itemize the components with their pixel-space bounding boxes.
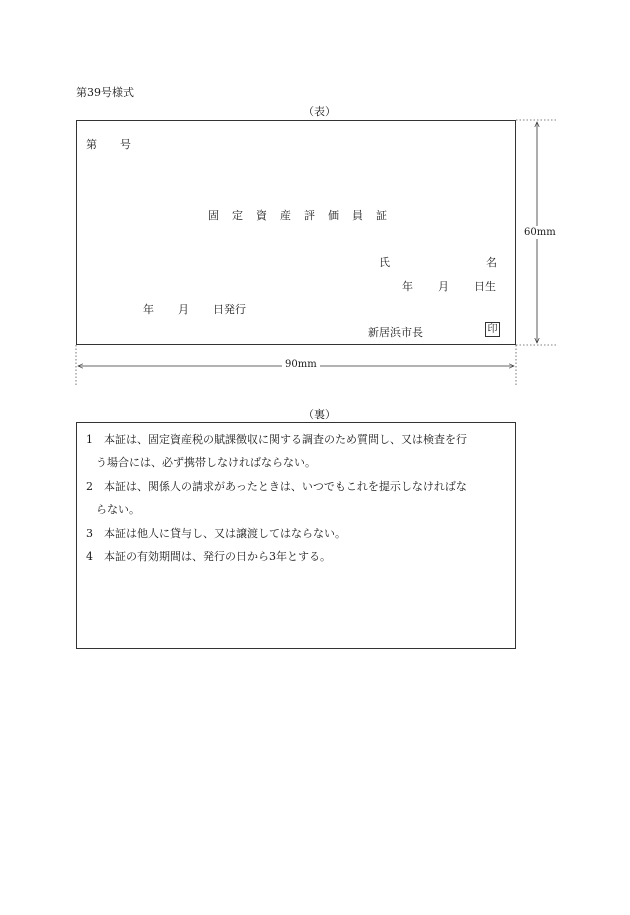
back-item-4-number: 4 [86, 550, 93, 563]
back-item-3-text: 本証は他人に貸与し、又は譲渡してはならない。 [104, 527, 346, 540]
issuer-label: 新居浜市長 [368, 326, 423, 339]
back-item-3 [86, 527, 346, 541]
front-label: （表） [303, 105, 336, 118]
height-dimension-label: 60mm [524, 227, 556, 238]
birth-day-label: 日生 [474, 280, 496, 293]
back-item-3-number: 3 [86, 527, 93, 540]
number-prefix: 第 [86, 138, 97, 151]
back-item-1 [86, 433, 467, 447]
seal-box: 印 [485, 322, 500, 337]
back-item-2-text: 本証は、関係人の請求があったときは、いつでもこれを提示しなければな [104, 480, 467, 493]
dimension-lines [0, 0, 630, 400]
back-item-1-number: 1 [86, 433, 93, 446]
back-item-2 [86, 480, 467, 494]
issue-day-label: 日発行 [213, 303, 246, 316]
width-dimension-label: 90mm [282, 359, 320, 370]
birth-month-label: 月 [438, 280, 449, 293]
back-item-1-text: 本証は、固定資産税の賦課徴収に関する調査のため質問し、又は検査を行 [104, 433, 467, 446]
issue-month-label: 月 [178, 303, 189, 316]
birth-year-label: 年 [402, 280, 413, 293]
back-item-1-cont: う場合には、必ず携帯しなければならない。 [96, 456, 316, 469]
back-item-2-number: 2 [86, 480, 93, 493]
name-left-label: 氏 [379, 256, 390, 269]
form-number: 第39号様式 [76, 86, 134, 99]
issue-year-label: 年 [143, 303, 154, 316]
name-right-label: 名 [486, 256, 497, 269]
back-item-4-text: 本証の有効期間は、発行の日から3年とする。 [104, 550, 331, 563]
card-title: 固 定 資 産 評 価 員 証 [208, 209, 388, 222]
number-suffix: 号 [120, 138, 131, 151]
back-item-4 [86, 550, 331, 564]
back-label: （裏） [303, 408, 336, 421]
back-item-2-cont: らない。 [96, 503, 140, 516]
